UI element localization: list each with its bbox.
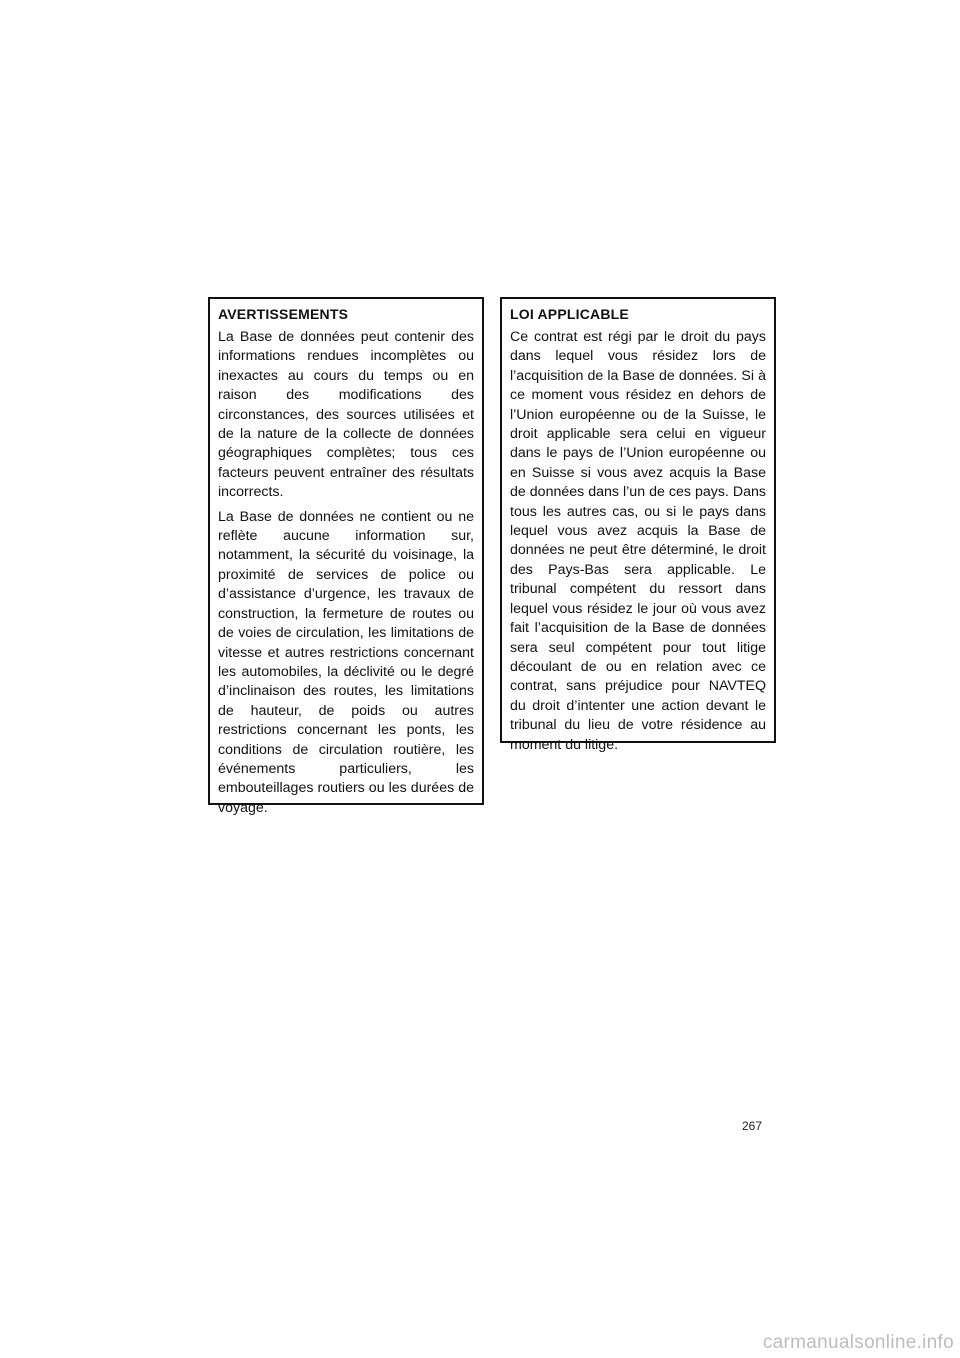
applicable-law-title: LOI APPLICABLE [510, 306, 629, 322]
page-number: 267 [742, 1119, 763, 1133]
warnings-paragraph-1: La Base de données peut contenir des informations rendues incomplètes ou inexactes au cours du temps ou en raison des modifications des circonstances, des sources utilisées et de la nature de la collecte de données géographiques complètes; tous ces facteurs peuvent entraîner des résultats incorrects. [218, 329, 474, 501]
warnings-title: AVERTISSEMENTS [218, 306, 349, 322]
warnings-box [208, 297, 484, 816]
applicable-law-paragraph-1: Ce contrat est régi par le droit du pays dans lequel vous résidez lors de l’acquisition de la Base de données. Si à ce moment vous résidez en dehors de l’Union européenne ou de la Suisse, le droit applicable sera celui en vigueur dans le pays de l’Union européenne ou en Suisse si vous avez acquis la Base de données dans l’un de ces pays. Dans tous les autres cas, ou si le pays dans lequel vous avez acquis la Base de données ne peut être déterminé, le droit des Pays-Bas sera applicable. Le tribunal compétent du ressort dans lequel vous résidez le jour où vous avez fait l’acquisition de la Base de données sera seul compétent pour tout litige découlant de ou en relation avec ce contrat, sans préjudice pour NAVTEQ du droit d’intenter une action devant le tribunal du lieu de votre résidence au moment du litige. [510, 329, 766, 753]
warnings-paragraph-2: La Base de données ne contient ou ne reflète aucune information sur, notamment, la sécurité du voisinage, la proximité de services de police ou d’assistance d’urgence, les travaux de construction, la fermeture de routes ou de voies de circulation, les limitations de vitesse et autres restrictions concernant les automobiles, la déclivité ou le degré d’inclinaison des routes, les limitations de hauteur, de poids ou autres restrictions concernant les ponts, les conditions de circulation routière, les événements particuliers, les embouteillages routiers ou les durées de voyage. [218, 508, 474, 816]
applicable-law-box [500, 297, 776, 753]
watermark: carmanualsonline.info [762, 1332, 954, 1353]
